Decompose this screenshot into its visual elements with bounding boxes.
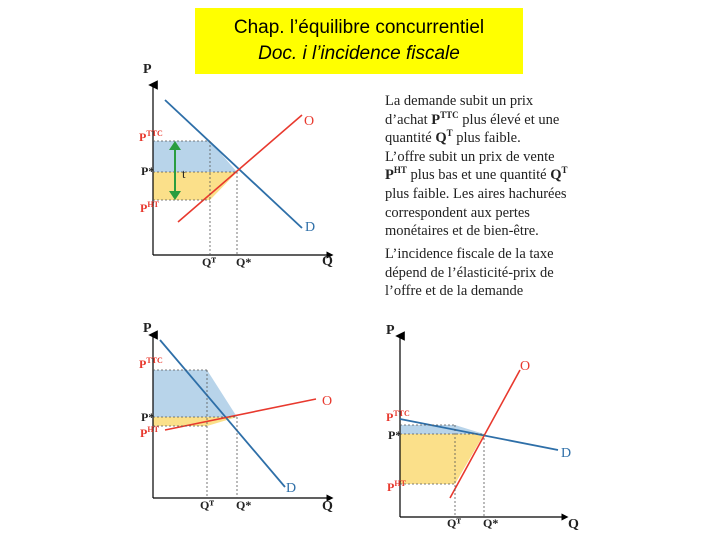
title-line-1: Chap. l’équilibre concurrentiel: [233, 17, 485, 38]
consumer-loss-area: [153, 370, 207, 417]
diagram-3: [386, 323, 579, 532]
p-axis-label: P: [386, 323, 395, 338]
title-line-2: Doc. i l’incidence fiscale: [258, 43, 460, 64]
producer-loss-area: [153, 417, 207, 426]
q-axis-label: Q: [568, 517, 579, 532]
incidence-text: L’incidence fiscale de la taxe dépend de l’élasticité-prix de l’offre et de la demande: [385, 246, 554, 300]
q-t-label: Qᵀ: [447, 516, 461, 530]
p-axis-label: P: [143, 62, 152, 77]
demand-label: D: [561, 446, 572, 461]
demand-label: D: [305, 220, 316, 235]
p-axis-label: P: [143, 321, 152, 336]
q-t-label: Qᵀ: [200, 498, 214, 512]
demand-label: D: [286, 481, 297, 496]
tax-label: t: [182, 166, 186, 181]
supply-label: O: [520, 359, 531, 374]
diagram-2: [139, 321, 333, 514]
producer-loss-area: [400, 434, 455, 484]
producer-deadweight-area: [210, 172, 237, 200]
diagram-1: [139, 62, 333, 269]
p-star-label: P*: [141, 164, 155, 178]
q-star-label: Q*: [236, 498, 252, 512]
p-ht-label: $P^{HT}$: [387, 479, 406, 494]
p-ttc-label: $P^{TTC}$: [139, 129, 163, 144]
p-star-label: P*: [388, 428, 402, 442]
q-star-label: Q*: [483, 516, 499, 530]
p-ht-label: $P^{HT}$: [140, 425, 159, 440]
consumer-loss-area: [400, 425, 455, 434]
consumer-deadweight-area: [207, 370, 237, 417]
q-axis-label: Q: [322, 499, 333, 514]
q-star-label: Q*: [236, 255, 252, 269]
p-ttc-label: $P^{TTC}$: [386, 409, 410, 424]
supply-label: O: [304, 114, 315, 129]
q-axis-label: Q: [322, 254, 333, 269]
producer-deadweight-area: [455, 434, 484, 484]
explanation-text: La demande subit un prix d’achat $P^{TTC}$ plus élevé et une quantité $Q^T$ plus faible. L’offre subit un prix de vente $P^{HT}$ plus bas et une quantité $Q^T$ plus faible. Les aires hachurées correspondent aux pertes monétaires et de bien-être.: [385, 93, 568, 240]
supply-label: O: [322, 394, 333, 409]
p-ht-label: $P^{HT}$: [140, 200, 159, 215]
q-t-label: Qᵀ: [202, 255, 216, 269]
p-ttc-label: $P^{TTC}$: [139, 356, 163, 371]
p-star-label: P*: [141, 410, 155, 424]
